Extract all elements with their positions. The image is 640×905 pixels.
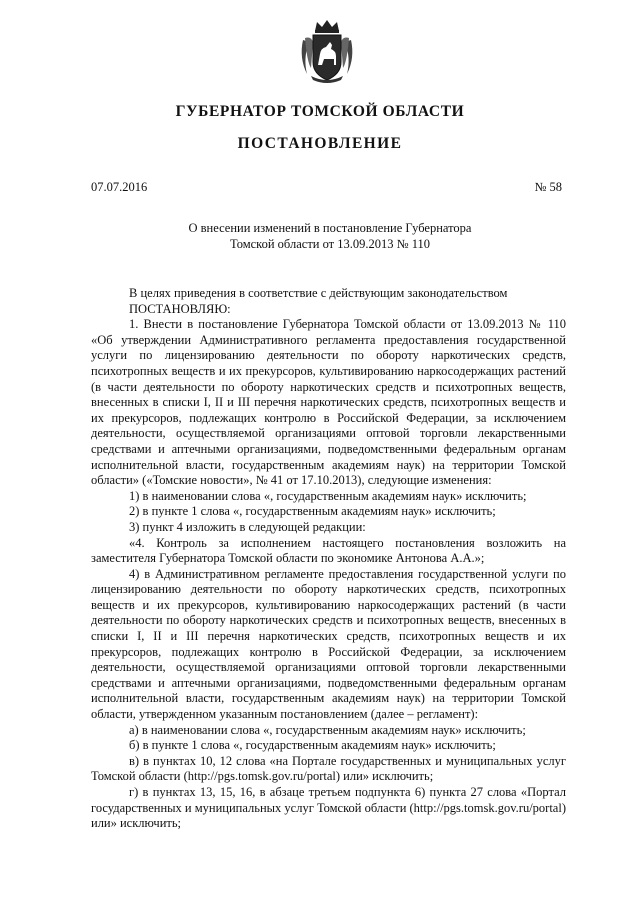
document-number: № 58 [534,180,562,194]
body-paragraph: 1) в наименовании слова «, государственным академиям наук» исключить; [129,488,527,503]
document-date: 07.07.2016 [91,180,148,194]
issuer-title: ГУБЕРНАТОР ТОМСКОЙ ОБЛАСТИ [175,103,465,120]
body-paragraph: б) в пункте 1 слова «, государственным академиям наук» исключить; [129,738,496,753]
body-paragraph: 2) в пункте 1 слова «, государственным академиям наук» исключить; [129,504,496,519]
body-paragraph: 1. Внести в постановление Губернатора Томской области от 13.09.2013 № 110 «Об утверждении Административного регламента предоставления государственной услуги по лицензированию деятельности по обороту наркотических средств, психотропных веществ и их прекурсоров, культивированию наркосодержащих растений (в части деятельности по обороту наркотических средств и психотропных веществ, внесенных в списки I, II и III перечня наркотических средств, психотропных веществ и их прекурсоров, подлежащих контролю в Российской Федерации, за исключением деятельности, осуществляемой организациями оптовой торговли лекарственными средствами и аптечными организациями, подведомственными федеральным органам исполнительной власти, государственным академиям наук) на территории Томской области» («Томские новости», № 41 от 17.10.2013), следующие изменения: [91,317,566,488]
body-paragraph: г) в пунктах 13, 15, 16, в абзаце третьем подпункта 6) пункта 27 слова «Портал государственных и муниципальных услуг Томской области (http://pgs.tomsk.gov.ru/portal) или» исключить; [91,785,566,831]
subject-line: Томской области от 13.09.2013 № 110 [230,236,430,251]
coat-of-arms-icon [297,18,357,86]
document-subject [150,221,510,252]
subject-line: О внесении изменений в постановление Губернатора [188,221,472,235]
body-paragraph: В целях приведения в соответствие с действующим законодательством [129,286,508,300]
body-paragraph: в) в пунктах 10, 12 слова «на Портале государственных и муниципальных услуг Томской области (http://pgs.tomsk.gov.ru/portal) или» исключить; [91,753,566,784]
body-paragraph: 3) пункт 4 изложить в следующей редакции: [129,519,366,534]
body-paragraph: «4. Контроль за исполнением настоящего постановления возложить на заместителя Губернатора Томской области по экономике Антонова А.А.»; [91,535,566,566]
body-paragraph: 4) в Административном регламенте предоставления государственной услуги по лицензированию деятельности по обороту наркотических средств, психотропных веществ и их прекурсоров, культивированию наркосодержащих растений (в части деятельности по обороту наркотических средств и психотропных веществ, внесенных в списки I, II и III перечня наркотических средств, психотропных веществ и их прекурсоров, подлежащих контролю в Российской Федерации, за исключением деятельности, осуществляемой организациями оптовой торговли лекарственными средствами и аптечными организациями, подведомственными федеральным органам исполнительной власти, государственным академиям наук) на территории Томской области, утвержденном указанным постановлением (далее – регламент): [91,566,566,722]
body-paragraph: а) в наименовании слова «, государственным академиям наук» исключить; [129,722,526,737]
document-type: ПОСТАНОВЛЕНИЕ [237,135,403,152]
document-body [91,286,566,832]
body-paragraph: ПОСТАНОВЛЯЮ: [129,301,231,316]
